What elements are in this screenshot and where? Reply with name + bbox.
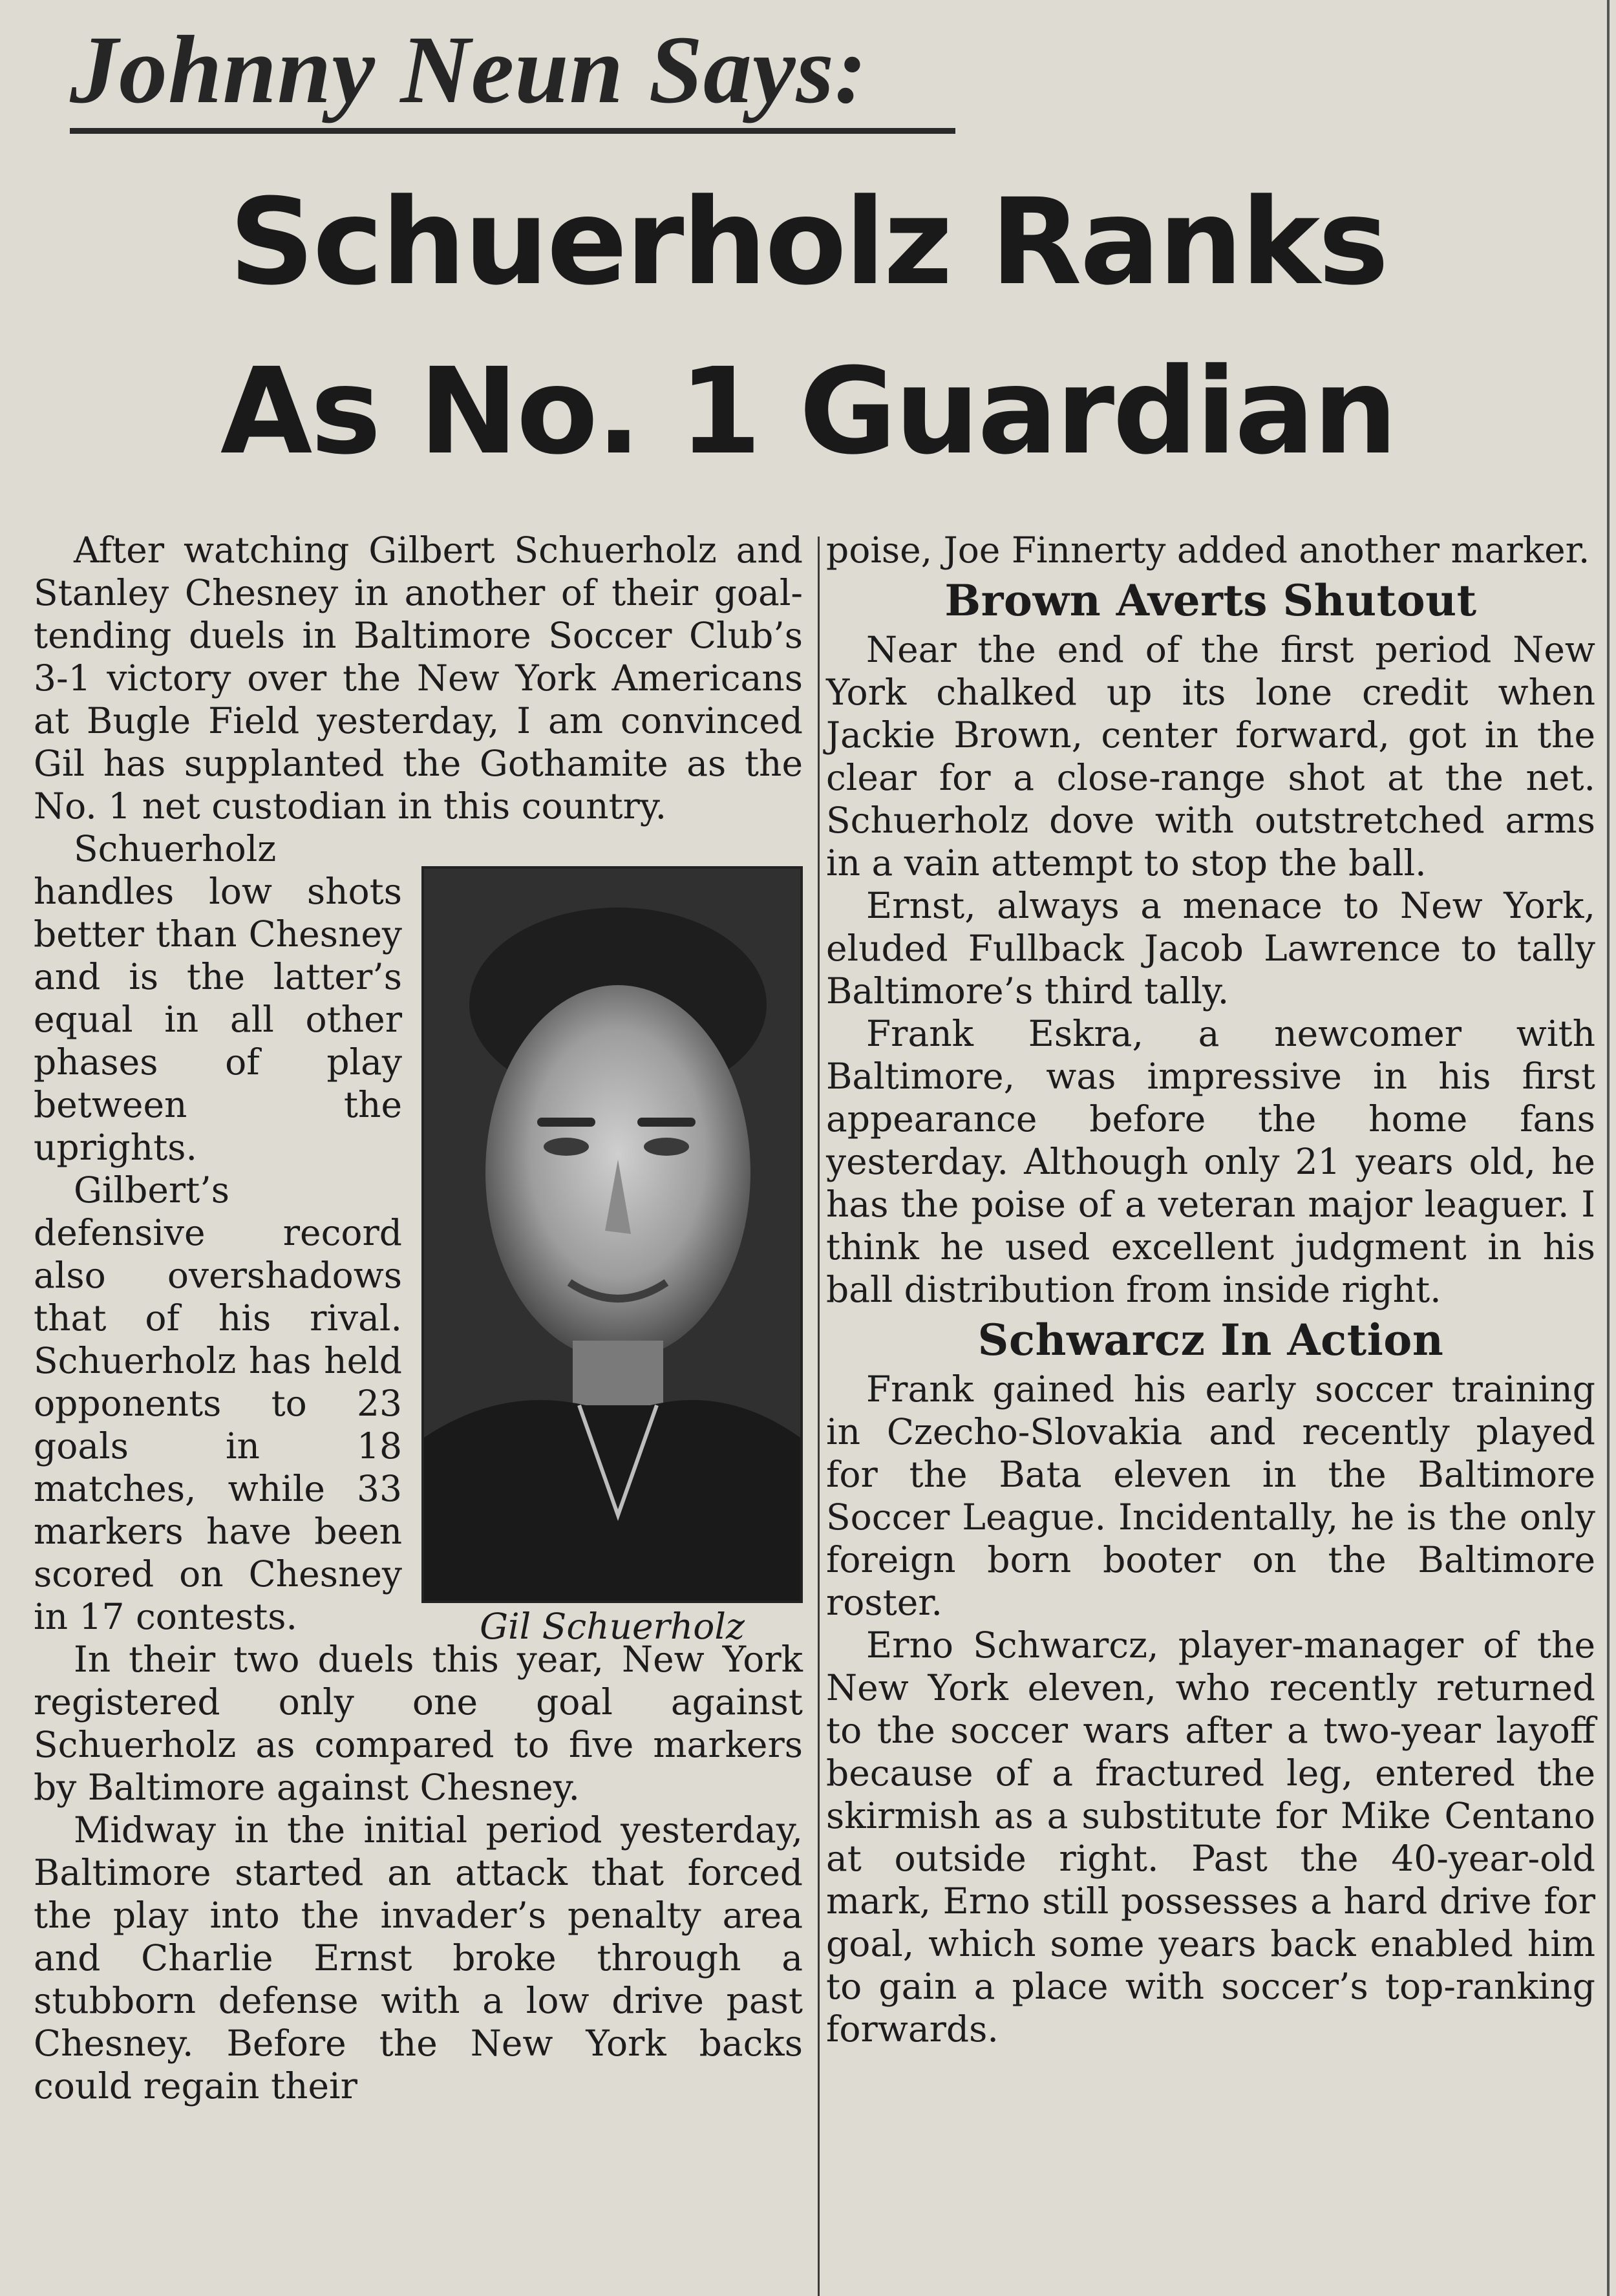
paragraph-7: Near the end of the first period New York chalked up its lone credit when Jackie Brown, center forward, got in the clear for a close-range shot at the net. Schuerholz dove with outstretched arms in a vain attempt to stop the ball. xyxy=(826,629,1595,884)
subhead-brown-averts-shutout: Brown Averts Shutout xyxy=(944,575,1477,626)
paragraph-2: Schuerholz handles low shots better than Chesney and is the latter’s equal in all other phases of play between the uprights. xyxy=(34,828,402,1168)
portrait-image xyxy=(424,869,800,1600)
paragraph-1-lead xyxy=(34,529,803,827)
paragraph-10: Frank gained his early soccer training in Czecho-Slovakia and recently played for the Bata eleven in the Baltimore Soccer League. Incidentally, he is the only foreign born booter on the Baltimore roster. xyxy=(826,1368,1595,1623)
left-column xyxy=(34,529,803,2107)
column-kicker: Johnny Neun Says: xyxy=(70,16,867,123)
kicker-underline xyxy=(70,128,955,134)
paragraph-4: In their two duels this year, New York registered only one goal against Schuerholz as compared to five markers by Baltimore against Chesney. xyxy=(34,1639,803,1808)
subhead-schwarcz-in-action: Schwarcz In Action xyxy=(977,1315,1444,1365)
photo-block xyxy=(421,826,803,1647)
right-column xyxy=(826,529,1595,2050)
paragraph-3: Gilbert’s defensive record also overshadows that of his rival. Schuerholz has held opponents to 23 goals in 18 matches, while 33 markers have been scored on Chesney in 17 contests. xyxy=(34,1169,402,1637)
headline-line-2: As No. 1 Guardian xyxy=(220,343,1396,481)
paragraph-5: Midway in the initial period yesterday, Baltimore started an attack that forced the play into the invader’s penalty area and Charlie Ernst broke through a stubborn defense with a low drive past Chesney. Before the New York backs could regain their xyxy=(34,1809,803,2107)
column-divider xyxy=(818,537,820,2296)
headline-line-1: Schuerholz Ranks xyxy=(229,173,1387,312)
paragraph-11: Erno Schwarcz, player-manager of the New York eleven, who recently returned to the soccer wars after a two-year layoff because of a fractured leg, entered the skirmish as a substitute for Mike Centano at outside right. Past the 40-year-old mark, Erno still possesses a hard drive for goal, which some years back enabled him to gain a place with soccer’s top-ranking forwards. xyxy=(826,1624,1595,2050)
paragraph-8: Ernst, always a menace to New York, eluded Fullback Jacob Lawrence to tally Baltimore’s third tally. xyxy=(826,885,1595,1012)
photo-caption: Gil Schuerholz xyxy=(480,1606,745,1647)
page-edge-rule xyxy=(1607,0,1610,2296)
paragraph-6: poise, Joe Finnerty added another marker. xyxy=(826,529,1590,571)
portrait-photo xyxy=(421,866,803,1603)
paragraph-1-text: After watching Gilbert Schuerholz and Stanley Chesney in another of their goal-tending duels in Baltimore Soccer Club’s 3-1 victory over the New York Americans at Bugle Field yesterday, I am convinced Gil has supplanted the Gothamite as the No. 1 net custodian in this country. xyxy=(34,529,803,827)
paragraph-9: Frank Eskra, a newcomer with Baltimore, was impressive in his first appearance before the home fans yesterday. Although only 21 years old, he has the poise of a veteran major leaguer. I think he used excellent judgment in his ball distribution from inside right. xyxy=(826,1013,1595,1310)
